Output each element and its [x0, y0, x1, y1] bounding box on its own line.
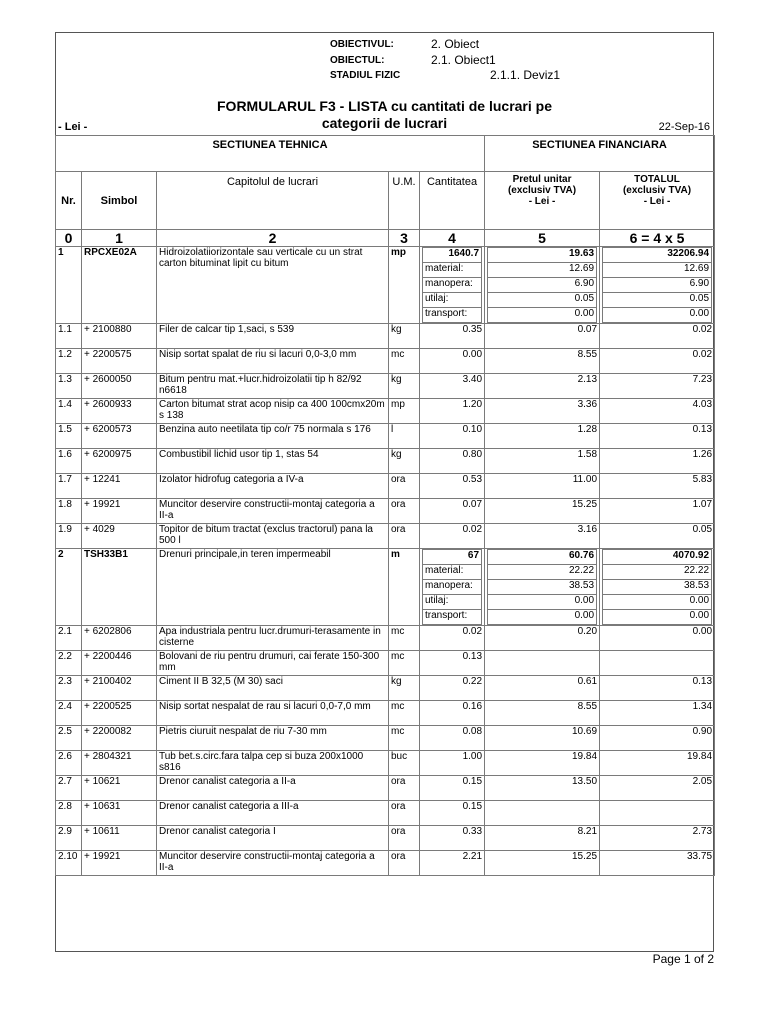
subitem-price: 0.07	[485, 324, 600, 349]
breakdown-price: 0.00	[488, 595, 597, 610]
subitem-nr: 2.8	[56, 801, 82, 826]
subitem-qty: 0.15	[420, 776, 485, 801]
subitem-qty: 0.15	[420, 801, 485, 826]
colnum-3: 3	[389, 230, 420, 247]
subitem-total: 19.84	[600, 751, 715, 776]
subitem-nr: 2.4	[56, 701, 82, 726]
subitem-description: Nisip sortat nespalat de rau si lacuri 0,0-7,0 mm	[157, 701, 389, 726]
breakdown-total: 0.00	[603, 308, 712, 323]
subitem-qty: 0.53	[420, 474, 485, 499]
colnum-4: 4	[420, 230, 485, 247]
obiectivul-value: 2. Obiect	[431, 37, 480, 51]
subitem-symbol: + 2200082	[82, 726, 157, 751]
subitem-total: 0.02	[600, 349, 715, 374]
subitem-description: Muncitor deservire constructii-montaj categoria a II-a	[157, 851, 389, 876]
subitem-row	[56, 374, 715, 399]
subitem-price: 15.25	[485, 851, 600, 876]
subitem-nr: 1.9	[56, 524, 82, 549]
pret-line3: - Lei -	[528, 196, 556, 207]
subitem-um: mc	[389, 626, 420, 651]
breakdown-label: manopera:	[423, 278, 482, 293]
subitem-price: 13.50	[485, 776, 600, 801]
subitem-symbol: + 2100880	[82, 324, 157, 349]
subitem-price: 15.25	[485, 499, 600, 524]
subitem-symbol: + 10611	[82, 826, 157, 851]
subitem-description: Apa industriala pentru lucr.drumuri-terasamente in cisterne	[157, 626, 389, 651]
subitem-um: ora	[389, 776, 420, 801]
subitem-nr: 2.2	[56, 651, 82, 676]
subitem-description: Topitor de bitum tractat (exclus tractorul) pana la 500 l	[157, 524, 389, 549]
subitem-price	[485, 801, 600, 826]
breakdown-label: utilaj:	[423, 293, 482, 308]
subitem-row	[56, 851, 715, 876]
page-number: Page 1 of 2	[652, 952, 714, 966]
subitem-um: kg	[389, 449, 420, 474]
item-total-cell	[600, 549, 715, 626]
subitem-symbol: + 2804321	[82, 751, 157, 776]
subitem-description: Ciment II B 32,5 (M 30) saci	[157, 676, 389, 701]
subitem-um: mc	[389, 726, 420, 751]
breakdown-total: 38.53	[603, 580, 712, 595]
subitem-nr: 1.7	[56, 474, 82, 499]
subitem-symbol: + 12241	[82, 474, 157, 499]
subitem-description: Muncitor deservire constructii-montaj categoria a II-a	[157, 499, 389, 524]
col-header-nr: Nr.	[56, 172, 82, 230]
subitem-row	[56, 626, 715, 651]
subitem-nr: 1.2	[56, 349, 82, 374]
subitem-nr: 1.5	[56, 424, 82, 449]
item-nr: 2	[56, 549, 82, 626]
subitem-qty: 0.80	[420, 449, 485, 474]
item-qty-cell	[420, 549, 485, 626]
subitem-price: 8.21	[485, 826, 600, 851]
subitem-nr: 1.3	[56, 374, 82, 399]
col-header-pret	[485, 172, 600, 230]
subitem-total: 33.75	[600, 851, 715, 876]
subitem-row	[56, 324, 715, 349]
subitem-description: Drenor canalist categoria a II-a	[157, 776, 389, 801]
item-description: Hidroizolatiiorizontale sau verticale cu un strat carton bituminat lipit cu bitum	[157, 247, 389, 324]
item-price-cell	[485, 247, 600, 324]
subitem-symbol: + 19921	[82, 851, 157, 876]
subitem-nr: 1.6	[56, 449, 82, 474]
subitem-um: ora	[389, 851, 420, 876]
subitem-nr: 1.1	[56, 324, 82, 349]
subitem-price: 1.58	[485, 449, 600, 474]
breakdown-price: 0.00	[488, 308, 597, 323]
subitem-price: 1.28	[485, 424, 600, 449]
subitem-um: ora	[389, 826, 420, 851]
item-total: 32206.94	[603, 248, 712, 263]
subitem-row	[56, 499, 715, 524]
subitem-price: 8.55	[485, 349, 600, 374]
subitem-total: 0.05	[600, 524, 715, 549]
subitem-total: 4.03	[600, 399, 715, 424]
subitem-symbol: + 6200975	[82, 449, 157, 474]
item-price: 60.76	[488, 550, 597, 565]
item-total: 4070.92	[603, 550, 712, 565]
subitem-description: Izolator hidrofug categoria a IV-a	[157, 474, 389, 499]
colnum-0: 0	[56, 230, 82, 247]
subitem-nr: 1.4	[56, 399, 82, 424]
subitem-price: 0.61	[485, 676, 600, 701]
pret-line2: (exclusiv TVA)	[507, 185, 577, 196]
subitem-description: Combustibil lichid usor tip 1, stas 54	[157, 449, 389, 474]
subitem-symbol: + 19921	[82, 499, 157, 524]
breakdown-price: 12.69	[488, 263, 597, 278]
breakdown-label: material:	[423, 263, 482, 278]
subitem-qty: 1.00	[420, 751, 485, 776]
subitem-price: 19.84	[485, 751, 600, 776]
subitem-row	[56, 676, 715, 701]
subitem-um: mp	[389, 399, 420, 424]
subitem-symbol: + 10631	[82, 801, 157, 826]
subitem-description: Carton bitumat strat acop nisip ca 400 100cmx20m s 138	[157, 399, 389, 424]
subitem-total: 2.73	[600, 826, 715, 851]
subitem-qty: 0.02	[420, 524, 485, 549]
subitem-total: 1.07	[600, 499, 715, 524]
subitem-qty: 0.22	[420, 676, 485, 701]
subitem-description: Pietris ciuruit nespalat de riu 7-30 mm	[157, 726, 389, 751]
stadiu-label: STADIUL FIZIC	[330, 70, 401, 81]
breakdown-total: 0.00	[603, 610, 712, 625]
subitem-description: Bolovani de riu pentru drumuri, cai ferate 150-300 mm	[157, 651, 389, 676]
subitem-total: 0.13	[600, 676, 715, 701]
subitem-um: kg	[389, 676, 420, 701]
item-price: 19.63	[488, 248, 597, 263]
document-date: 22-Sep-16	[658, 121, 710, 133]
subitem-total: 0.90	[600, 726, 715, 751]
subitem-row	[56, 349, 715, 374]
subitem-total: 2.05	[600, 776, 715, 801]
subitem-um: ora	[389, 524, 420, 549]
obiectul-label: OBIECTUL:	[330, 55, 385, 66]
subitem-nr: 2.9	[56, 826, 82, 851]
colnum-5: 5	[485, 230, 600, 247]
subitem-um: ora	[389, 474, 420, 499]
item-price-cell	[485, 549, 600, 626]
subitem-symbol: + 2600050	[82, 374, 157, 399]
col-header-total	[600, 172, 715, 230]
subitem-qty: 3.40	[420, 374, 485, 399]
subitem-description: Drenor canalist categoria I	[157, 826, 389, 851]
subitem-total: 1.34	[600, 701, 715, 726]
subitem-row	[56, 701, 715, 726]
subitem-description: Drenor canalist categoria a III-a	[157, 801, 389, 826]
currency-label: - Lei -	[58, 121, 88, 133]
breakdown-total: 22.22	[603, 565, 712, 580]
subitem-qty: 0.35	[420, 324, 485, 349]
subitem-qty: 2.21	[420, 851, 485, 876]
subitem-price	[485, 651, 600, 676]
subitem-symbol: + 6200573	[82, 424, 157, 449]
col-header-simbol: Simbol	[82, 172, 157, 230]
breakdown-price: 0.05	[488, 293, 597, 308]
subitem-nr: 2.7	[56, 776, 82, 801]
breakdown-total: 12.69	[603, 263, 712, 278]
subitem-qty: 1.20	[420, 399, 485, 424]
item-symbol: TSH33B1	[82, 549, 157, 626]
obiectul-value: 2.1. Obiect1	[431, 53, 496, 67]
subitem-description: Bitum pentru mat.+lucr.hidroizolatii tip h 82/92 n6618	[157, 374, 389, 399]
subitem-nr: 1.8	[56, 499, 82, 524]
item-symbol: RPCXE02A	[82, 247, 157, 324]
breakdown-price: 22.22	[488, 565, 597, 580]
subitem-row	[56, 474, 715, 499]
subitem-um: ora	[389, 499, 420, 524]
subitem-description: Benzina auto neetilata tip co/r 75 normala s 176	[157, 424, 389, 449]
item-qty: 1640.7	[423, 248, 482, 263]
subitem-row	[56, 826, 715, 851]
breakdown-total: 0.05	[603, 293, 712, 308]
subitem-um: l	[389, 424, 420, 449]
subitem-um: ora	[389, 801, 420, 826]
subitem-qty: 0.33	[420, 826, 485, 851]
subitem-total: 0.02	[600, 324, 715, 349]
breakdown-price: 0.00	[488, 610, 597, 625]
subitem-row	[56, 751, 715, 776]
subitem-price: 3.36	[485, 399, 600, 424]
subitem-total: 0.00	[600, 626, 715, 651]
obiectivul-label: OBIECTIVUL:	[330, 39, 394, 50]
subitem-total: 7.23	[600, 374, 715, 399]
subitem-description: Nisip sortat spalat de riu si lacuri 0,0-3,0 mm	[157, 349, 389, 374]
subitem-row	[56, 726, 715, 751]
subitem-nr: 2.1	[56, 626, 82, 651]
subitem-qty: 0.10	[420, 424, 485, 449]
column-number-row	[56, 230, 715, 247]
subitem-qty: 0.07	[420, 499, 485, 524]
item-description: Drenuri principale,in teren impermeabil	[157, 549, 389, 626]
subitem-row	[56, 776, 715, 801]
subitem-qty: 0.00	[420, 349, 485, 374]
subitem-total: 1.26	[600, 449, 715, 474]
subitem-description: Tub bet.s.circ.fara talpa cep si buza 200x1000 s816	[157, 751, 389, 776]
breakdown-label: manopera:	[423, 580, 482, 595]
subitem-description: Filer de calcar tip 1,saci, s 539	[157, 324, 389, 349]
item-total-cell	[600, 247, 715, 324]
subitem-nr: 2.10	[56, 851, 82, 876]
col-header-um: U.M.	[389, 172, 420, 230]
subitem-price: 10.69	[485, 726, 600, 751]
breakdown-total: 6.90	[603, 278, 712, 293]
works-table	[55, 135, 715, 876]
col-header-capitol: Capitolul de lucrari	[157, 172, 389, 230]
subitem-total	[600, 801, 715, 826]
item-row	[56, 549, 715, 626]
subitem-price: 11.00	[485, 474, 600, 499]
breakdown-price: 38.53	[488, 580, 597, 595]
col-header-cantitate: Cantitatea	[420, 172, 485, 230]
breakdown-price: 6.90	[488, 278, 597, 293]
item-qty: 67	[423, 550, 482, 565]
subitem-symbol: + 10621	[82, 776, 157, 801]
item-nr: 1	[56, 247, 82, 324]
subitem-symbol: + 6202806	[82, 626, 157, 651]
subitem-nr: 2.5	[56, 726, 82, 751]
subitem-row	[56, 424, 715, 449]
subitem-symbol: + 2200525	[82, 701, 157, 726]
section-tech-header: SECTIUNEA TEHNICA	[56, 136, 485, 172]
stadiu-value: 2.1.1. Deviz1	[490, 68, 561, 82]
subitem-price: 0.20	[485, 626, 600, 651]
subitem-um: buc	[389, 751, 420, 776]
subitem-row	[56, 399, 715, 424]
subitem-qty: 0.08	[420, 726, 485, 751]
subitem-nr: 2.3	[56, 676, 82, 701]
item-qty-cell	[420, 247, 485, 324]
colnum-2: 2	[157, 230, 389, 247]
subitem-qty: 0.02	[420, 626, 485, 651]
total-line2: (exclusiv TVA)	[622, 185, 692, 196]
subitem-row	[56, 651, 715, 676]
subitem-row	[56, 801, 715, 826]
subitem-total	[600, 651, 715, 676]
subitem-row	[56, 524, 715, 549]
subitem-um: kg	[389, 374, 420, 399]
subitem-price: 2.13	[485, 374, 600, 399]
breakdown-label: transport:	[423, 610, 482, 625]
subitem-total: 0.13	[600, 424, 715, 449]
section-fin-header: SECTIUNEA FINANCIARA	[485, 136, 715, 172]
subitem-qty: 0.13	[420, 651, 485, 676]
subitem-symbol: + 2200575	[82, 349, 157, 374]
subitem-price: 8.55	[485, 701, 600, 726]
colnum-1: 1	[82, 230, 157, 247]
form-title-line1: FORMULARUL F3 - LISTA cu cantitati de lucrari pe	[217, 98, 552, 114]
item-row	[56, 247, 715, 324]
breakdown-label: utilaj:	[423, 595, 482, 610]
breakdown-label: transport:	[423, 308, 482, 323]
subitem-row	[56, 449, 715, 474]
subitem-um: kg	[389, 324, 420, 349]
colnum-6: 6 = 4 x 5	[600, 230, 715, 247]
subitem-um: mc	[389, 701, 420, 726]
subitem-um: mc	[389, 349, 420, 374]
subitem-total: 5.83	[600, 474, 715, 499]
subitem-nr: 2.6	[56, 751, 82, 776]
subitem-symbol: + 2200446	[82, 651, 157, 676]
item-um: mp	[389, 247, 420, 324]
subitem-symbol: + 2100402	[82, 676, 157, 701]
subitem-qty: 0.16	[420, 701, 485, 726]
item-um: m	[389, 549, 420, 626]
form-title-line2: categorii de lucrari	[321, 115, 448, 131]
subitem-price: 3.16	[485, 524, 600, 549]
total-line3: - Lei -	[643, 196, 671, 207]
subitem-symbol: + 4029	[82, 524, 157, 549]
subitem-symbol: + 2600933	[82, 399, 157, 424]
breakdown-total: 0.00	[603, 595, 712, 610]
subitem-um: mc	[389, 651, 420, 676]
total-line1: TOTALUL	[634, 174, 680, 185]
breakdown-label: material:	[423, 565, 482, 580]
pret-line1: Pretul unitar	[512, 174, 572, 185]
